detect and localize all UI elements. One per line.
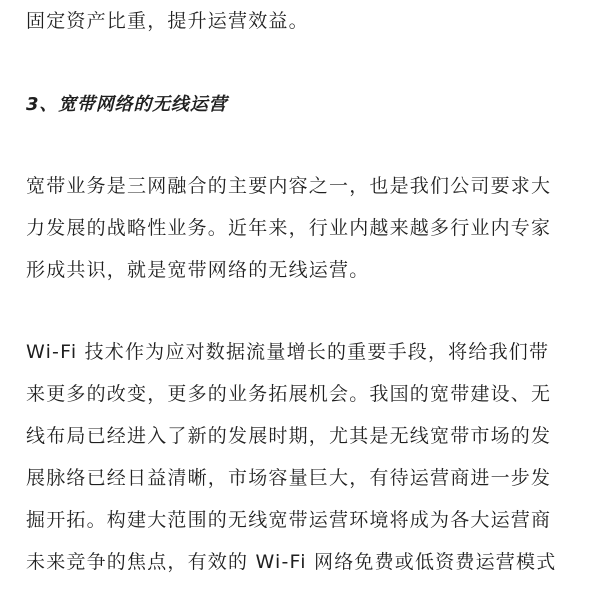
paragraph-2-line: 未来竞争的焦点，有效的 Wi-Fi 网络免费或低资费运营模式 xyxy=(26,551,557,573)
paragraph-2-line: 展脉络已经日益清晰，市场容量巨大，有待运营商进一步发 xyxy=(26,467,552,489)
intro-tail-line: 固定资产比重，提升运营效益。 xyxy=(26,10,309,32)
paragraph-2-line: 来更多的改变，更多的业务拓展机会。我国的宽带建设、无 xyxy=(26,383,552,405)
section-heading: 3、宽带网络的无线运营 xyxy=(26,94,228,115)
paragraph-2-line: Wi-Fi 技术作为应对数据流量增长的重要手段，将给我们带 xyxy=(26,341,550,363)
paragraph-1-line: 力发展的战略性业务。近年来，行业内越来越多行业内专家 xyxy=(26,217,552,239)
paragraph-2-line: 掘开拓。构建大范围的无线宽带运营环境将成为各大运营商 xyxy=(26,509,552,531)
paragraph-1-line: 宽带业务是三网融合的主要内容之一，也是我们公司要求大 xyxy=(26,175,552,197)
paragraph-1-line: 形成共识，就是宽带网络的无线运营。 xyxy=(26,259,370,281)
paragraph-2-line: 线布局已经进入了新的发展时期，尤其是无线宽带市场的发 xyxy=(26,425,552,447)
